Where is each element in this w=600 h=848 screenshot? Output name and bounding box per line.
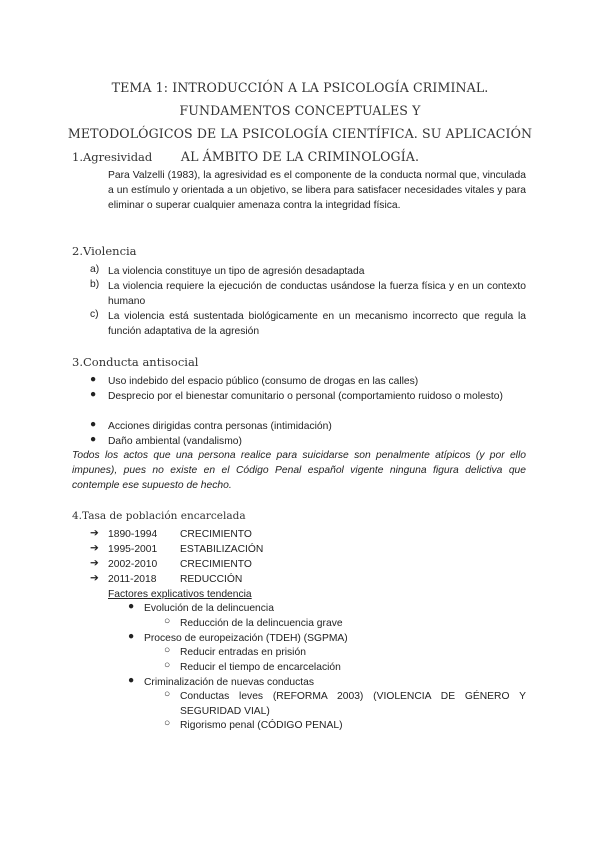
bullet-icon: ● <box>128 675 135 686</box>
period-years: 2011-2018 <box>108 574 157 585</box>
bullet-icon: ● <box>128 631 135 642</box>
list-item: Acciones dirigidas contra personas (intimidación) <box>108 421 332 432</box>
subfactor-item: Rigorismo penal (CÓDIGO PENAL) <box>180 720 343 731</box>
subfactor-item: Reducir entradas en prisión <box>180 647 306 658</box>
circle-bullet-icon: ○ <box>164 616 171 627</box>
title-line-2: METODOLÓGICOS DE LA PSICOLOGÍA CIENTÍFICA. SU APLICACIÓN AL ÁMBITO DE LA CRIMINOLOGÍA. <box>67 126 533 164</box>
heading-tasa: 4.Tasa de población encarcelada <box>72 510 246 522</box>
bullet-icon: ● <box>90 389 97 400</box>
factor-item: Proceso de europeización (TDEH) (SGPMA) <box>144 633 348 644</box>
period-years: 2002-2010 <box>108 559 158 570</box>
period-label: CRECIMIENTO <box>180 529 252 540</box>
list-marker: a) <box>90 264 100 275</box>
bullet-icon: ● <box>128 601 135 612</box>
list-item: La violencia requiere la ejecución de conductas usándose la fuerza física y en un contexto humano <box>108 281 526 307</box>
list-item: Desprecio por el bienestar comunitario o personal (comportamiento ruidoso o molesto) <box>108 391 503 402</box>
circle-bullet-icon: ○ <box>164 660 171 671</box>
title-line-1: TEMA 1: INTRODUCCIÓN A LA PSICOLOGÍA CRIMINAL. FUNDAMENTOS CONCEPTUALES Y <box>111 80 489 118</box>
factors-title: Factores explicativos tendencia <box>108 589 252 600</box>
period-label: REDUCCIÓN <box>180 574 243 585</box>
subfactor-item: Reducir el tiempo de encarcelación <box>180 662 341 673</box>
bullet-icon: ● <box>90 374 97 385</box>
period-label: CRECIMIENTO <box>180 559 252 570</box>
arrow-icon: ➔ <box>90 543 99 554</box>
conducta-note: Todos los actos que una persona realice para suicidarse son penalmente atípicos (y por ello impunes), pues no existe en el Código Penal español vigente ninguna figura delictiva que contemple ese supuesto de hecho. <box>72 450 526 491</box>
arrow-icon: ➔ <box>90 528 99 539</box>
subfactor-item: Conductas leves (REFORMA 2003) (VIOLENCIA DE GÉNERO Y SEGURIDAD VIAL) <box>180 691 526 717</box>
period-years: 1890-1994 <box>108 529 158 540</box>
factor-item: Criminalización de nuevas conductas <box>144 677 314 688</box>
period-label: ESTABILIZACIÓN <box>180 544 264 555</box>
heading-conducta-antisocial: 3.Conducta antisocial <box>72 355 199 369</box>
list-item: La violencia está sustentada biológicamente en un mecanismo incorrecto que regula la función adaptativa de la agresión <box>108 311 526 337</box>
circle-bullet-icon: ○ <box>164 645 171 656</box>
factor-item: Evolución de la delincuencia <box>144 603 274 614</box>
period-years: 1995-2001 <box>108 544 158 555</box>
list-item: Uso indebido del espacio público (consumo de drogas en las calles) <box>108 376 419 387</box>
bullet-icon: ● <box>90 419 97 430</box>
agresividad-paragraph: Para Valzelli (1983), la agresividad es el componente de la conducta normal que, vinculada a un estímulo y orientada a un objetivo, se libera para satisfacer necesidades vitales y para eliminar o superar cualquier amenaza contra la integridad física. <box>108 170 526 211</box>
list-marker: b) <box>90 279 100 290</box>
list-item: La violencia constituye un tipo de agresión desadaptada <box>108 266 365 277</box>
circle-bullet-icon: ○ <box>164 689 171 700</box>
heading-agresividad: 1.Agresividad <box>72 150 153 164</box>
list-marker: c) <box>90 309 99 320</box>
arrow-icon: ➔ <box>90 558 99 569</box>
circle-bullet-icon: ○ <box>164 718 171 729</box>
list-item: Daño ambiental (vandalismo) <box>108 436 242 447</box>
arrow-icon: ➔ <box>90 573 99 584</box>
bullet-icon: ● <box>90 434 97 445</box>
subfactor-item: Reducción de la delincuencia grave <box>180 618 343 629</box>
heading-violencia: 2.Violencia <box>72 244 137 258</box>
